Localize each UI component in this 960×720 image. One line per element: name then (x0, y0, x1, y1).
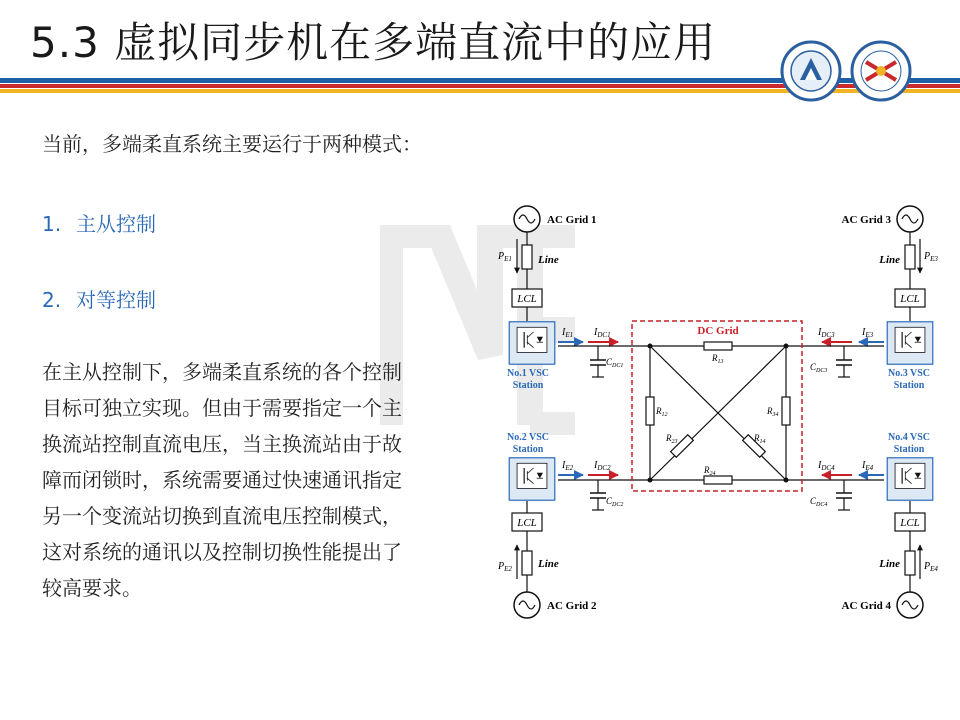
cdc-label-2: $C_{DC2}$ (606, 496, 624, 508)
lcl-label-3: LCL (900, 293, 920, 305)
idc-label-4: $I_{DC4}$ (818, 460, 835, 472)
station-1-branch (497, 206, 650, 391)
station-1-label: No.1 VSC (506, 368, 550, 379)
lcl-label-2: LCL (517, 517, 537, 529)
dc-grid (632, 321, 802, 491)
cdc-label-1: $C_{DC1}$ (606, 357, 624, 369)
station-1-sublabel: Station (512, 380, 544, 391)
ie-label-4: $I_{E4}$ (862, 460, 874, 472)
line-impedance-3 (905, 245, 915, 269)
resistor-r24 (704, 476, 732, 484)
vsc-station-4-icon (887, 458, 933, 500)
paragraph-line: 换流站控制直流电压，当主换流站由于故 (42, 432, 402, 456)
resistor-r23-label: $R_{23}$ (666, 433, 678, 445)
power-label-3: $P_{E3}$ (924, 251, 938, 263)
resistor-r12 (646, 397, 654, 425)
line-label-3: Line (879, 254, 900, 266)
mode-item-peer (42, 284, 156, 313)
mtdc-diagram (470, 195, 950, 625)
resistor-r13 (704, 342, 732, 350)
mode-number: 1. (42, 212, 62, 236)
station-4-sublabel: Station (893, 444, 925, 455)
lcl-label-4: LCL (900, 517, 920, 529)
mode-number: 2. (42, 288, 62, 312)
paragraph-line: 障而闭锁时，系统需要通过快速通讯指定 (42, 468, 402, 492)
station-2-branch (497, 432, 650, 618)
cdc-label-3: $C_{DC3}$ (810, 362, 828, 374)
power-label-4: $P_{E4}$ (924, 561, 938, 573)
resistor-r13-label: $R_{13}$ (712, 353, 724, 365)
resistor-r34 (782, 397, 790, 425)
idc-label-2: $I_{DC2}$ (594, 460, 611, 472)
ac-grid-2-label: AC Grid 2 (547, 600, 597, 612)
paragraph-line: 这对系统的通讯以及控制切换性能提出了 (42, 540, 402, 564)
line-impedance-4 (905, 551, 915, 575)
cdc-label-4: $C_{DC4}$ (810, 496, 828, 508)
line-label-2: Line (538, 558, 559, 570)
line-impedance-2 (522, 551, 532, 575)
ie-label-3: $I_{E3}$ (862, 327, 874, 339)
station-2-label: No.2 VSC (506, 432, 550, 443)
idc-label-3: $I_{DC3}$ (818, 327, 835, 339)
station-2-sublabel: Station (512, 444, 544, 455)
ac-grid-3-label: AC Grid 3 (841, 214, 891, 226)
power-label-1: $P_{E1}$ (498, 251, 512, 263)
idc-label-1: $I_{DC1}$ (594, 327, 611, 339)
station-3-sublabel: Station (893, 380, 925, 391)
resistor-r12-label: $R_{12}$ (656, 406, 668, 418)
line-label-4: Line (879, 558, 900, 570)
lcl-label-1: LCL (517, 293, 537, 305)
paragraph-line: 较高要求。 (42, 576, 142, 600)
zhejiang-university-logo (778, 40, 844, 102)
intro-text: 当前，多端柔直系统主要运行于两种模式： (42, 132, 422, 156)
dc-grid-label: DC Grid (697, 325, 739, 337)
line-label-1: Line (538, 254, 559, 266)
resistor-r34-label: $R_{34}$ (767, 406, 779, 418)
ac-grid-4-label: AC Grid 4 (841, 600, 891, 612)
paragraph-line: 在主从控制下，多端柔直系统的各个控制 (42, 360, 402, 384)
station-4-label: No.4 VSC (887, 432, 931, 443)
resistor-r14-label: $R_{14}$ (754, 433, 766, 445)
line-impedance-1 (522, 245, 532, 269)
mode-item-master-slave (42, 208, 156, 237)
slide-title: 5.3 虚拟同步机在多端直流中的应用 (30, 18, 717, 67)
station-3-branch (786, 206, 938, 391)
paragraph-line: 另一个变流站切换到直流电压控制模式， (42, 504, 402, 528)
vsc-station-3-icon (887, 322, 933, 364)
vsc-station-1-icon (509, 322, 555, 364)
mode-label: 对等控制 (76, 288, 156, 312)
vsc-station-2-icon (509, 458, 555, 500)
mode-label: 主从控制 (76, 212, 156, 236)
paragraph-line: 目标可独立实现。但由于需要指定一个主 (42, 396, 402, 420)
description-paragraph (42, 354, 402, 606)
station-3-label: No.3 VSC (887, 368, 931, 379)
electrical-school-logo (848, 40, 914, 102)
station-4-branch (786, 432, 938, 618)
ie-label-2: $I_{E2}$ (562, 460, 574, 472)
ie-label-1: $I_{E1}$ (562, 327, 574, 339)
power-label-2: $P_{E2}$ (498, 561, 512, 573)
resistor-r24-label: $R_{24}$ (704, 465, 716, 477)
ac-grid-1-label: AC Grid 1 (547, 214, 597, 226)
